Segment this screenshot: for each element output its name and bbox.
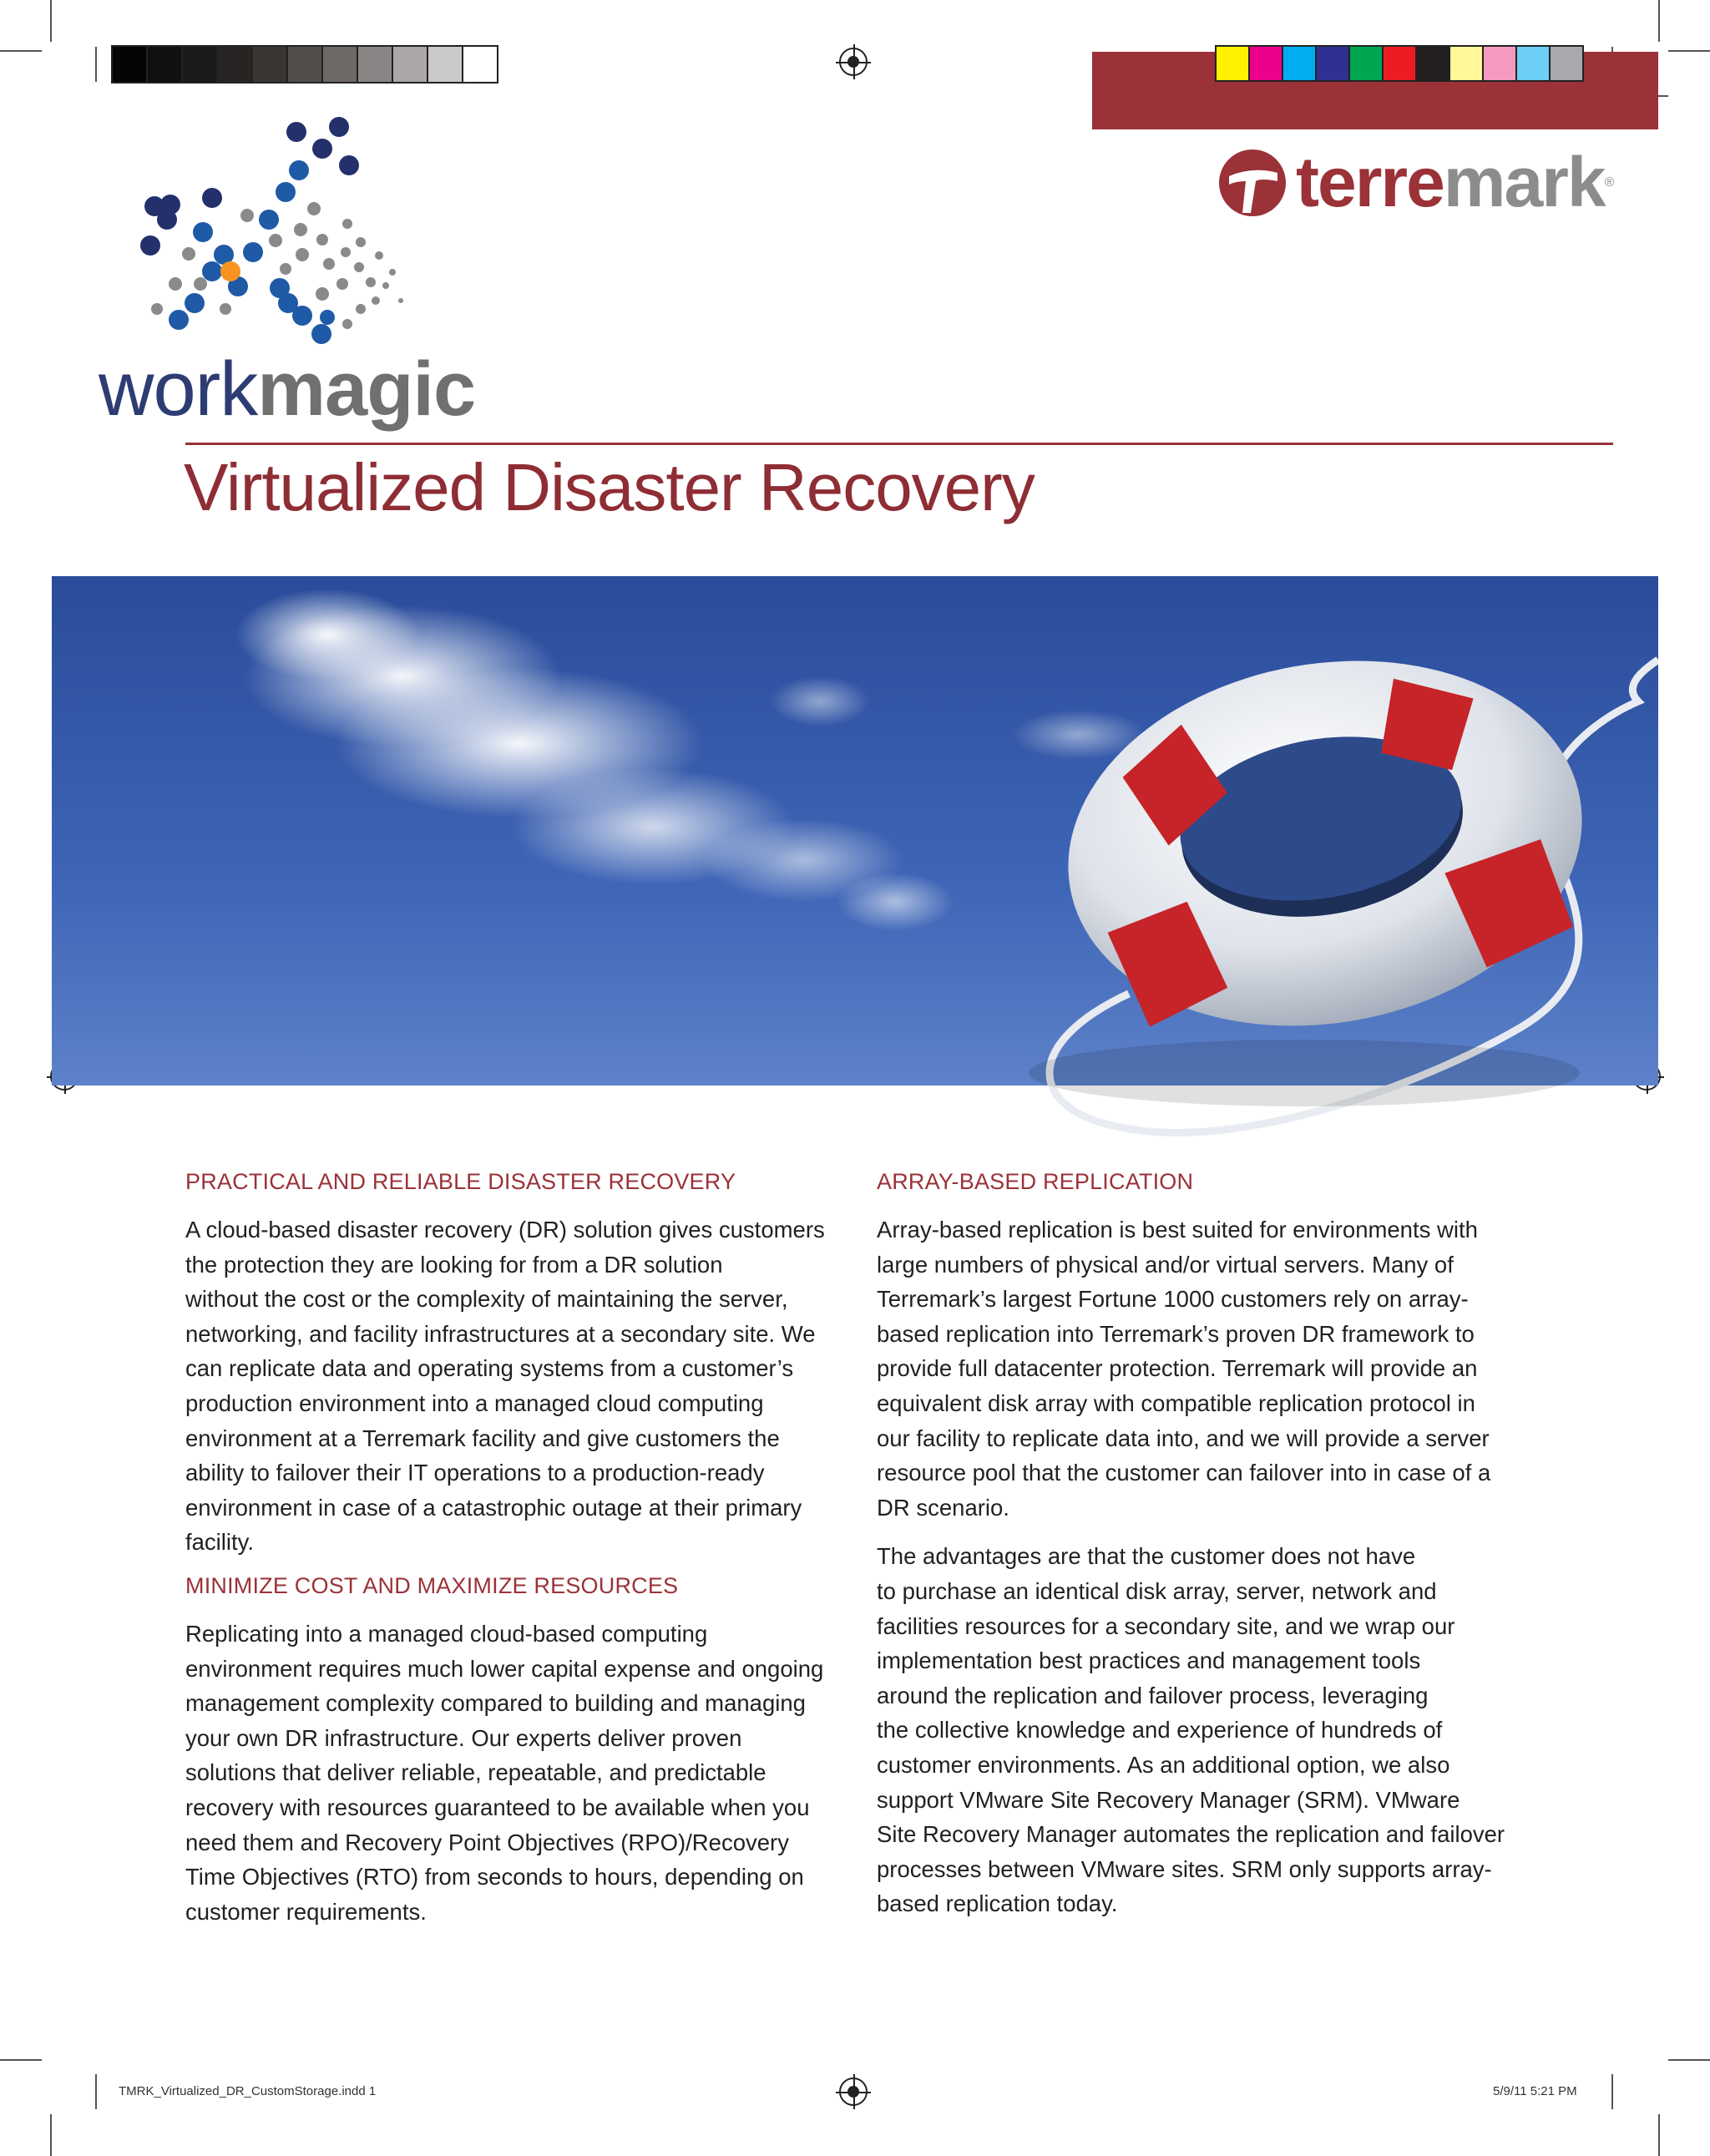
gray-swatch [463, 47, 497, 82]
grayscale-swatch-bar [111, 45, 498, 84]
title-rule [185, 443, 1613, 445]
crop-mark [0, 2059, 42, 2061]
color-swatch [1283, 47, 1317, 80]
color-swatch [1484, 47, 1517, 80]
text-line: solutions that deliver reliable, repeatable, and predictable [185, 1759, 766, 1786]
dot-orange [220, 261, 240, 281]
color-swatch [1450, 47, 1484, 80]
gray-swatch [323, 47, 358, 82]
registration-mark-icon [839, 2078, 868, 2106]
registered-mark: ® [1604, 175, 1615, 190]
color-swatch [1250, 47, 1283, 80]
workmagic-dots-logo [109, 109, 443, 359]
text-line: provide full datacenter protection. Terremark will provide an [877, 1355, 1478, 1382]
section-heading-practical: PRACTICAL AND RELIABLE DISASTER RECOVERY [185, 1169, 736, 1194]
gray-swatch [428, 47, 463, 82]
left-column [185, 1169, 853, 1929]
file-timestamp: 5/9/11 5:21 PM [1493, 2084, 1577, 2098]
text-line: DR scenario. [877, 1494, 1009, 1521]
crop-mark [1668, 2059, 1710, 2061]
text-line: large numbers of physical and/or virtual servers. Many of [877, 1251, 1454, 1278]
hero-image-life-ring-sky [52, 576, 1658, 1161]
section-body-array-p1 [877, 1212, 1545, 1525]
crop-mark [50, 0, 52, 42]
crop-mark [95, 47, 97, 82]
text-line: recovery with resources guaranteed to be available when you [185, 1794, 810, 1820]
text-line: environment at a Terremark facility and give customers the [185, 1425, 780, 1451]
color-swatch [1417, 47, 1450, 80]
text-line: resource pool that the customer can failover into in case of a [877, 1460, 1491, 1486]
text-line: environment in case of a catastrophic outage at their primary [185, 1494, 802, 1521]
text-line: without the cost or the complexity of maintaining the server, [185, 1286, 788, 1313]
section-body-practical [185, 1212, 853, 1560]
crop-mark [0, 50, 42, 52]
crop-mark [1658, 0, 1660, 42]
text-line: the protection they are looking for from a DR solution [185, 1251, 723, 1278]
text-line: Site Recovery Manager automates the replication and failover [877, 1821, 1505, 1848]
right-column [877, 1169, 1545, 1921]
crop-mark [95, 2074, 97, 2109]
text-line: our facility to replicate data into, and we will provide a server [877, 1425, 1490, 1451]
crop-mark [50, 2114, 52, 2156]
text-line: around the replication and failover process, leveraging [877, 1682, 1429, 1708]
text-line: Time Objectives (RTO) from seconds to hours, depending on [185, 1864, 804, 1890]
section-heading-minimize: MINIMIZE COST AND MAXIMIZE RESOURCES [185, 1572, 679, 1598]
text-line: processes between VMware sites. SRM only supports array- [877, 1855, 1492, 1882]
text-line: customer requirements. [185, 1898, 427, 1925]
color-swatch [1384, 47, 1417, 80]
gray-swatch [358, 47, 393, 82]
text-line: management complexity compared to building and managing [185, 1690, 806, 1717]
text-line: Replicating into a managed cloud-based computing [185, 1620, 708, 1647]
section-heading-array: ARRAY-BASED REPLICATION [877, 1169, 1194, 1194]
section-body-minimize [185, 1617, 853, 1929]
registration-mark-icon [839, 48, 868, 76]
text-line: support VMware Site Recovery Manager (SRM). VMware [877, 1786, 1460, 1813]
crop-mark [1611, 2074, 1613, 2109]
gray-swatch [288, 47, 323, 82]
page-title: Virtualized Disaster Recovery [184, 450, 1035, 524]
text-line: A cloud-based disaster recovery (DR) solution gives customers [185, 1217, 825, 1242]
color-swatch [1317, 47, 1350, 80]
text-line: Terremark’s largest Fortune 1000 customers rely on array- [877, 1286, 1469, 1313]
text-line: networking, and facility infrastructures at a secondary site. We [185, 1320, 816, 1347]
text-line: production environment into a managed cloud computing [185, 1389, 764, 1416]
text-line: can replicate data and operating systems from a customer’s [185, 1355, 794, 1382]
text-line: environment requires much lower capital expense and ongoing [185, 1655, 824, 1682]
crop-mark [1658, 2114, 1660, 2156]
color-swatch [1551, 47, 1582, 80]
text-line: the collective knowledge and experience of hundreds of [877, 1717, 1443, 1744]
gray-swatch [113, 47, 148, 82]
text-line: Array-based replication is best suited for environments with [877, 1217, 1478, 1242]
color-swatch [1517, 47, 1551, 80]
gray-swatch [218, 47, 253, 82]
dots-navy [140, 117, 359, 256]
gray-swatch [393, 47, 428, 82]
file-slug: TMRK_Virtualized_DR_CustomStorage.indd 1 [119, 2084, 377, 2098]
text-line: based replication into Terremark’s proven DR framework to [877, 1320, 1475, 1347]
workmagic-wordmark: workmagic [99, 347, 476, 432]
text-line: your own DR infrastructure. Our experts deliver proven [185, 1724, 742, 1751]
text-line: facilities resources for a secondary site, and we wrap our [877, 1612, 1455, 1639]
gray-swatch [253, 47, 288, 82]
terremark-logo [1217, 142, 1614, 223]
section-body-array-p2 [877, 1539, 1545, 1921]
text-line: based replication today. [877, 1890, 1118, 1917]
crop-mark [1668, 50, 1710, 52]
gray-swatch [148, 47, 183, 82]
text-line: need them and Recovery Point Objectives (RPO)/Recovery [185, 1829, 789, 1855]
text-line: The advantages are that the customer does not have [877, 1543, 1416, 1570]
text-line: implementation best practices and management tools [877, 1647, 1421, 1674]
color-swatch-bar [1215, 45, 1584, 82]
text-line: equivalent disk array with compatible replication protocol in [877, 1389, 1475, 1416]
text-line: facility. [185, 1529, 255, 1556]
color-swatch [1350, 47, 1384, 80]
terremark-swirl-icon [1217, 148, 1288, 218]
color-swatch [1217, 47, 1250, 80]
gray-swatch [183, 47, 218, 82]
text-line: customer environments. As an additional option, we also [877, 1751, 1450, 1778]
text-line: to purchase an identical disk array, server, network and [877, 1577, 1437, 1604]
text-line: ability to failover their IT operations to a production-ready [185, 1460, 765, 1486]
terremark-wordmark: terremark [1296, 143, 1605, 221]
